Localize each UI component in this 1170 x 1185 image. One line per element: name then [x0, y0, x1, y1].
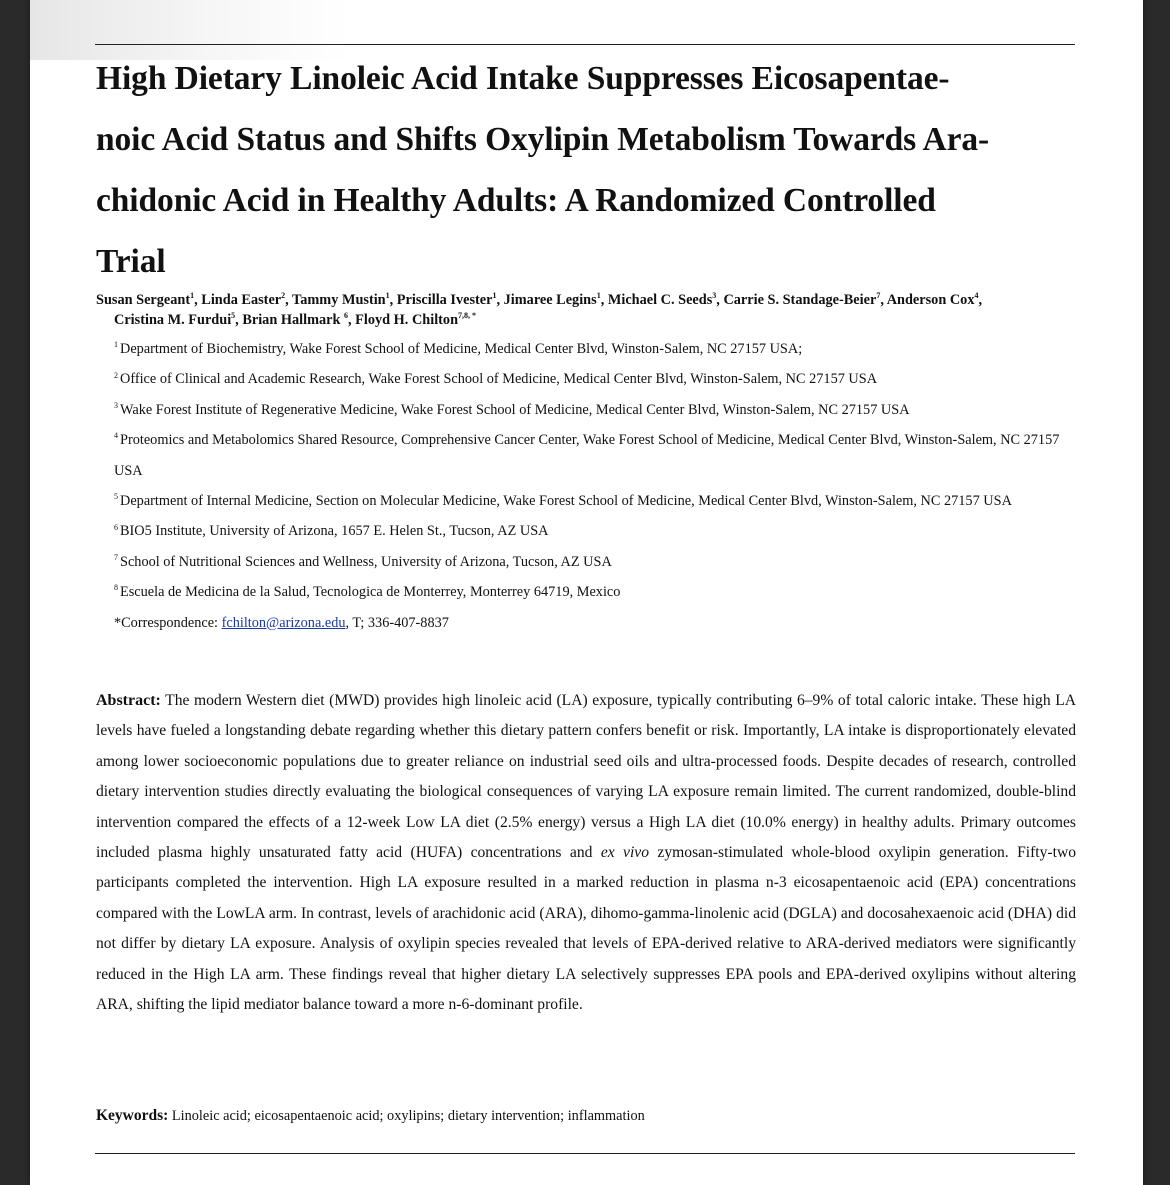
author-affiliation-mark: 6 — [344, 311, 348, 321]
author-affiliation-mark: 7,8, * — [458, 311, 477, 321]
author-separator: , — [978, 292, 983, 308]
paper-title — [96, 48, 1076, 292]
correspondence-email-link[interactable]: fchilton@arizona.edu — [221, 614, 346, 631]
author-affiliation-mark: 1 — [385, 291, 390, 301]
abstract — [96, 686, 1076, 1020]
correspondence — [114, 608, 1079, 638]
abstract-label: Abstract: — [96, 692, 161, 709]
author-separator: , — [285, 292, 293, 308]
author-name: Jimaree Legins — [503, 292, 597, 308]
affiliation-item — [114, 577, 1079, 607]
keywords — [96, 1101, 1076, 1131]
affiliation-item — [114, 425, 1079, 486]
title-line: Trial — [96, 243, 166, 280]
author-affiliation-mark: 1 — [492, 291, 497, 301]
author-separator: , — [716, 292, 724, 308]
paper-page — [30, 0, 1143, 1185]
author-affiliation-mark: 2 — [281, 291, 286, 301]
author-affiliation-mark: 5 — [231, 311, 236, 321]
abstract-text-continued: zymosan-stimulated whole-blood oxylipin generation. Fifty-two participants completed the intervention. High LA exposure resulted in a marked reduction in plasma n-3 eicosapentaenoic acid (EPA) concentrations compared with the LowLA arm. In contrast, levels of arachidonic acid (ARA), dihomo-gamma-linolenic acid (DGLA) and docosahexaenoic acid (DHA) did not differ by dietary LA exposure. Analysis of oxylipin species revealed that levels of EPA-derived relative to ARA-derived mediators were significantly reduced in the High LA arm. These findings reveal that higher dietary LA selectively suppresses EPA pools and EPA-derived oxylipins without altering ARA, shifting the lipid mediator balance toward a more n-6-dominant profile. — [96, 844, 1077, 1014]
affiliation-number: 6 — [114, 522, 118, 532]
affiliation-number: 5 — [114, 492, 118, 502]
author-name: Michael C. Seeds — [607, 292, 713, 308]
author-separator: , — [496, 292, 504, 308]
author-name: Tammy Mustin — [292, 292, 386, 308]
affiliation-text: School of Nutritional Sciences and Wellness, University of Arizona, Tucson, AZ USA — [120, 553, 612, 570]
affiliation-item — [114, 547, 1079, 577]
author-affiliation-mark: 3 — [712, 291, 717, 301]
author-name: Anderson Cox — [886, 292, 975, 308]
top-rule — [95, 44, 1075, 45]
affiliation-text: BIO5 Institute, University of Arizona, 1657 E. Helen St., Tucson, AZ USA — [120, 523, 549, 540]
affiliation-text: Proteomics and Metabolomics Shared Resource, Comprehensive Cancer Center, Wake Forest School of Medicine, Medical Center Blvd, Winston-Salem, NC 27157 USA — [114, 432, 1060, 479]
title-line: chidonic Acid in Healthy Adults: A Randomized Controlled — [96, 182, 936, 219]
author-affiliation-mark: 7 — [876, 291, 881, 301]
keywords-label: Keywords: — [96, 1107, 169, 1124]
affiliation-number: 4 — [114, 431, 118, 441]
affiliation-number: 3 — [114, 401, 118, 411]
abstract-italic-term: ex vivo — [600, 844, 650, 862]
author-list — [96, 290, 1081, 330]
affiliation-item — [114, 486, 1079, 516]
keywords-text: Linoleic acid; eicosapentaenoic acid; oxylipins; dietary intervention; inflammation — [168, 1108, 645, 1124]
affiliation-number: 1 — [114, 340, 118, 350]
affiliation-item — [114, 334, 1079, 364]
author-name: Linda Easter — [201, 292, 282, 308]
author-name: Floyd H. Chilton — [355, 312, 459, 328]
affiliation-text: Escuela de Medicina de la Salud, Tecnologica de Monterrey, Monterrey 64719, Mexico — [120, 584, 621, 601]
affiliation-number: 2 — [114, 370, 118, 380]
affiliation-text: Department of Biochemistry, Wake Forest School of Medicine, Medical Center Blvd, Winston-Salem, NC 27157 USA; — [120, 341, 803, 357]
author-affiliation-mark: 1 — [190, 291, 195, 301]
affiliation-text: Wake Forest Institute of Regenerative Medicine, Wake Forest School of Medicine, Medical Center Blvd, Winston-Salem, NC 27157 USA — [120, 401, 910, 418]
correspondence-phone: , T; 336-407-8837 — [345, 614, 449, 631]
author-separator: , — [194, 292, 202, 308]
title-line: noic Acid Status and Shifts Oxylipin Metabolism Towards Ara- — [96, 121, 990, 158]
correspondence-label: *Correspondence: — [114, 614, 222, 631]
author-name: Carrie S. Standage-Beier — [723, 292, 877, 308]
affiliation-text: Office of Clinical and Academic Research, Wake Forest School of Medicine, Medical Center Blvd, Winston-Salem, NC 27157 USA — [120, 371, 878, 388]
author-separator: , — [348, 312, 356, 328]
author-affiliation-mark: 4 — [974, 291, 979, 301]
author-name: Susan Sergeant — [96, 292, 191, 308]
affiliation-item — [114, 364, 1079, 394]
author-name: Brian Hallmark — [242, 312, 344, 328]
bottom-rule — [95, 1153, 1075, 1154]
author-line — [96, 310, 1081, 330]
author-affiliation-mark: 1 — [596, 291, 601, 301]
affiliation-number: 8 — [114, 583, 118, 593]
author-separator: , — [389, 292, 397, 308]
affiliation-item — [114, 516, 1079, 546]
author-separator: , — [880, 292, 887, 308]
author-separator: , — [235, 312, 243, 328]
author-separator: , — [600, 292, 608, 308]
title-line: High Dietary Linoleic Acid Intake Suppresses Eicosapentae- — [96, 60, 950, 97]
author-name: Cristina M. Furdui — [114, 312, 232, 328]
author-name: Priscilla Ivester — [396, 292, 493, 308]
author-line — [96, 290, 1081, 310]
affiliation-list — [114, 334, 1079, 638]
abstract-text: The modern Western diet (MWD) provides high linoleic acid (LA) exposure, typically contributing 6–9% of total caloric intake. These high LA levels have fueled a longstanding debate regarding whether this dietary pattern confers benefit or risk. Importantly, LA intake is disproportionately elevated among lower socioeconomic populations due to greater reliance on industrial seed oils and ultra-processed foods. Despite decades of research, controlled dietary intervention studies directly evaluating the biological consequences of varying LA exposure remain limited. The current randomized, double-blind intervention compared the effects of a 12-week Low LA diet (2.5% energy) versus a High LA diet (10.0% energy) in healthy adults. Primary outcomes included plasma highly unsaturated fatty acid (HUFA) concentrations and — [96, 692, 1076, 862]
affiliation-item — [114, 395, 1079, 425]
affiliation-text: Department of Internal Medicine, Section on Molecular Medicine, Wake Forest School of Medicine, Medical Center Blvd, Winston-Salem, NC 27157 USA — [120, 493, 1012, 510]
affiliation-number: 7 — [114, 553, 118, 563]
